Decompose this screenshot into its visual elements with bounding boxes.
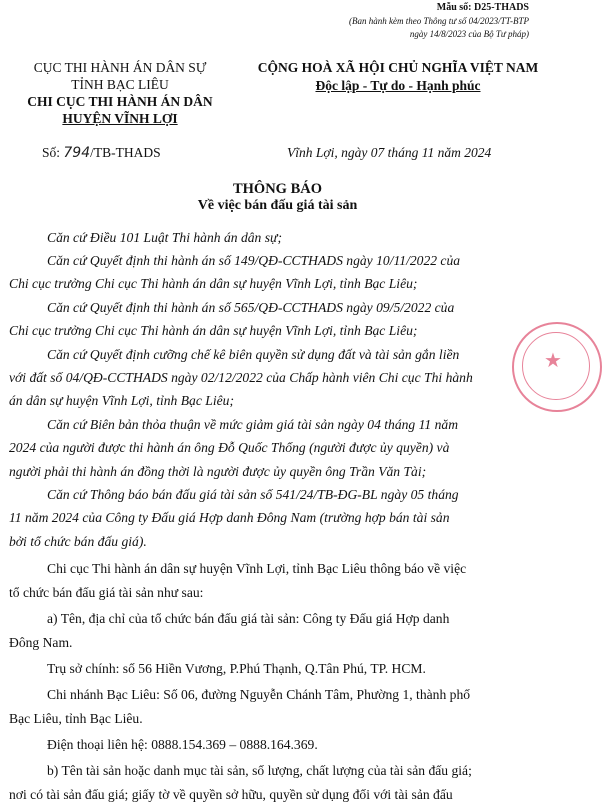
document-number-suffix: /TB-THADS [90,145,161,160]
body-line: Trụ sở chính: số 56 Hiền Vương, P.Phú Thạnh, Q.Tân Phú, TP. HCM. [47,661,426,676]
body-line: Chi cục trưởng Chi cục Thi hành án dân sự huyện Vĩnh Lợi, tỉnh Bạc Liêu; [9,276,418,291]
document-number-prefix: Số: [42,145,64,160]
agency-line-1: CỤC THI HÀNH ÁN DÂN SỰ [33,60,207,75]
body-line: người phải thi hành án đồng thời là người được ủy quyền ông Trần Văn Tài; [9,464,427,479]
agency-line-2: TỈNH BẠC LIÊU [71,77,169,92]
body-line: với đất số 04/QĐ-CCTHADS ngày 02/12/2022 của Chấp hành viên Chi cục Thi hành [9,370,473,385]
agency-line-3: CHI CỤC THI HÀNH ÁN DÂN [27,94,213,109]
document-number [42,145,161,161]
body-line: bởi tổ chức bán đấu giá). [9,534,147,549]
body-line: Điện thoại liên hệ: 0888.154.369 – 0888.164.369. [47,737,318,752]
national-title: CỘNG HOÀ XÃ HỘI CHỦ NGHĨA VIỆT NAM [257,60,539,75]
body-line: b) Tên tài sản hoặc danh mục tài sản, số lượng, chất lượng của tài sản đấu giá; [47,763,472,778]
body-line: Căn cứ Biên bản thỏa thuận về mức giảm giá tài sản ngày 04 tháng 11 năm [47,417,459,432]
document-number-handwritten: 794 [63,145,91,161]
body-line: Căn cứ Quyết định thi hành án số 149/QĐ-CCTHADS ngày 10/11/2022 của [47,253,461,268]
document-title: THÔNG BÁO [232,181,323,197]
document-subtitle: Về việc bán đấu giá tài sản [197,198,358,213]
body-line: 11 năm 2024 của Công ty Đấu giá Hợp danh Đông Nam (trường hợp bán tài sản [9,510,450,525]
body-line: Căn cứ Quyết định thi hành án số 565/QĐ-CCTHADS ngày 09/5/2022 của [47,300,455,315]
official-seal [512,322,602,412]
form-note-line-1: (Ban hành kèm theo Thông tư số 04/2023/TT-BTP [349,16,529,26]
body-line: Căn cứ Điều 101 Luật Thi hành án dân sự; [47,230,282,245]
form-code: Mẫu số: D25-THADS [436,2,529,13]
body-line: Chi cục trưởng Chi cục Thi hành án dân sự huyện Vĩnh Lợi, tỉnh Bạc Liêu; [9,323,418,338]
body-line: Căn cứ Quyết định cưỡng chế kê biên quyền sử dụng đất và tài sản gắn liền [47,347,460,362]
body-line: Bạc Liêu, tỉnh Bạc Liêu. [9,711,143,726]
body-line: tổ chức bán đấu giá tài sản như sau: [9,585,204,600]
document-date: Vĩnh Lợi, ngày 07 tháng 11 năm 2024 [287,145,492,160]
agency-line-4 [0,111,240,127]
national-motto [248,78,548,94]
body-line: Chi cục Thi hành án dân sự huyện Vĩnh Lợi, tỉnh Bạc Liêu thông báo về việc [47,561,467,576]
agency-line-4-text: HUYỆN VĨNH LỢI [62,111,178,126]
form-note-line-2: ngày 14/8/2023 của Bộ Tư pháp) [409,29,529,39]
body-line: Chi nhánh Bạc Liêu: Số 06, đường Nguyễn Chánh Tâm, Phường 1, thành phố [47,687,471,702]
body-line: án dân sự huyện Vĩnh Lợi, tỉnh Bạc Liêu; [9,393,234,408]
body-line: Căn cứ Thông báo bán đấu giá tài sản số 541/24/TB-ĐG-BL ngày 05 tháng [47,487,459,502]
seal-star-icon: ★ [544,350,562,372]
national-motto-text: Độc lập - Tự do - Hạnh phúc [315,78,481,93]
body-line: Đông Nam. [9,635,73,650]
body-line: 2024 của người được thi hành án ông Đỗ Quốc Thống (người được ủy quyền) và [9,440,450,455]
body-line: nơi có tài sản đấu giá; giấy tờ về quyền sở hữu, quyền sử dụng đối với tài sản đấu [9,787,453,802]
body-line: a) Tên, địa chỉ của tổ chức bán đấu giá tài sản: Công ty Đấu giá Hợp danh [47,611,450,626]
